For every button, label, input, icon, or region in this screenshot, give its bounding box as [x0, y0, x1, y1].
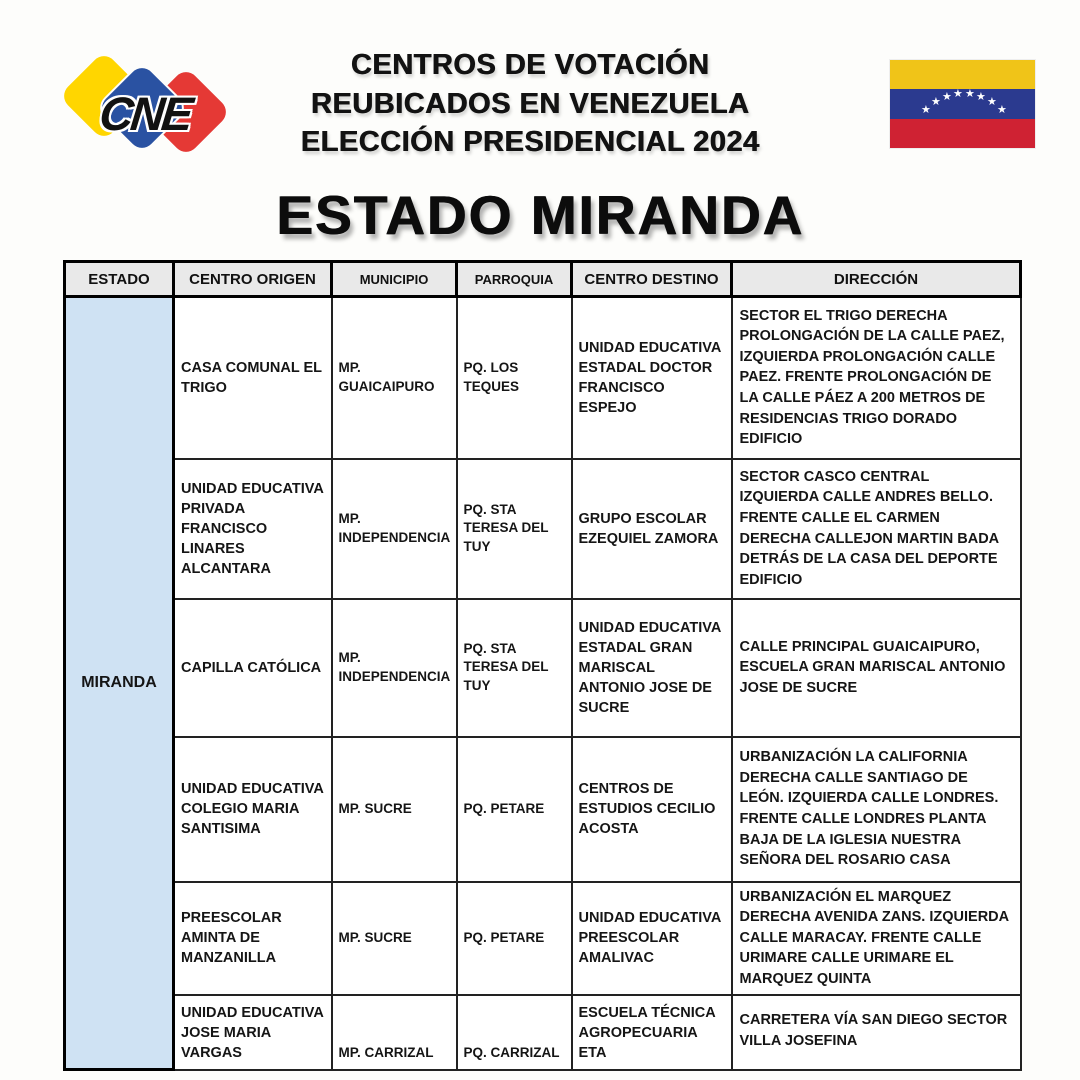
table-header-row [65, 262, 1021, 297]
municipio-cell: MP. CARRIZAL [332, 995, 457, 1070]
cne-logo-text: CNE [97, 87, 193, 140]
parroquia-cell: PQ. PETARE [457, 882, 572, 995]
direccion-cell: URBANIZACIÓN EL MARQUEZ DERECHA AVENIDA ZANS. IZQUIERDA CALLE MARACAY. FRENTE CALLE URIMARE CALLE URIMARE EL MARQUEZ QUINTA [732, 882, 1021, 995]
table-row [65, 599, 1021, 737]
title-line-2: REUBICADOS EN VENEZUELA [310, 87, 750, 120]
direccion-cell: SECTOR EL TRIGO DERECHA PROLONGACIÓN DE LA CALLE PAEZ, IZQUIERDA PROLONGACIÓN CALLE PAEZ. FRENTE PROLONGACIÓN DE LA CALLE PÁEZ A 200 METROS DE RESIDENCIAS TRIGO DORADO EDIFICIO [732, 297, 1021, 459]
destino-cell: UNIDAD EDUCATIVA ESTADAL DOCTOR FRANCISCO ESPEJO [572, 297, 732, 459]
flag-star-icon: ★ [997, 104, 1007, 116]
table-body [65, 297, 1021, 1070]
table-row [65, 995, 1021, 1070]
municipio-cell: MP. INDEPENDENCIA [332, 459, 457, 599]
flag-star-icon: ★ [965, 88, 975, 100]
venezuela-flag [890, 60, 1035, 148]
direccion-cell: SECTOR CASCO CENTRAL IZQUIERDA CALLE ANDRES BELLO. FRENTE CALLE EL CARMEN DERECHA CALLEJON MARTIN BADA DETRÁS DE LA CASA DEL DEPORTE EDIFICIO [732, 459, 1021, 599]
flag-star-icon: ★ [976, 91, 986, 103]
flag-star-icon: ★ [931, 96, 941, 108]
flag-star-icon: ★ [953, 88, 963, 100]
header-municipio: MUNICIPIO [332, 262, 457, 297]
municipio-cell: MP. INDEPENDENCIA [332, 599, 457, 737]
parroquia-cell: PQ. PETARE [457, 737, 572, 882]
header-centro-destino: CENTRO DESTINO [572, 262, 732, 297]
table-row [65, 737, 1021, 882]
flag-star-icon: ★ [942, 91, 952, 103]
table-row [65, 297, 1021, 459]
flag-star-icon: ★ [987, 96, 997, 108]
origen-cell: CASA COMUNAL EL TRIGO [174, 297, 332, 459]
parroquia-cell: PQ. STA TERESA DEL TUY [457, 459, 572, 599]
origen-cell: UNIDAD EDUCATIVA COLEGIO MARIA SANTISIMA [174, 737, 332, 882]
title-line-1: CENTROS DE VOTACIÓN [350, 49, 710, 81]
direccion-cell: URBANIZACIÓN LA CALIFORNIA DERECHA CALLE SANTIAGO DE LEÓN. IZQUIERDA CALLE LONDRES. FRENTE CALLE LONDRES PLANTA BAJA DE LA IGLESIA NUESTRA SEÑORA DEL ROSARIO CASA [732, 737, 1021, 882]
destino-cell: UNIDAD EDUCATIVA ESTADAL GRAN MARISCAL ANTONIO JOSE DE SUCRE [572, 599, 732, 737]
table-row [65, 459, 1021, 599]
origen-cell: UNIDAD EDUCATIVA PRIVADA FRANCISCO LINARES ALCANTARA [174, 459, 332, 599]
destino-cell: ESCUELA TÉCNICA AGROPECUARIA ETA [572, 995, 732, 1070]
state-title: ESTADO MIRANDA [275, 184, 805, 246]
origen-cell: UNIDAD EDUCATIVA JOSE MARIA VARGAS [174, 995, 332, 1070]
relocation-table-wrap [63, 260, 1019, 1071]
estado-cell: MIRANDA [65, 297, 174, 1070]
destino-cell: GRUPO ESCOLAR EZEQUIEL ZAMORA [572, 459, 732, 599]
municipio-cell: MP. SUCRE [332, 882, 457, 995]
flag-star-icon: ★ [921, 104, 931, 116]
parroquia-cell: PQ. LOS TEQUES [457, 297, 572, 459]
header-centro-origen: CENTRO ORIGEN [174, 262, 332, 297]
table-row [65, 882, 1021, 995]
origen-cell: PREESCOLAR AMINTA DE MANZANILLA [174, 882, 332, 995]
destino-cell: CENTROS DE ESTUDIOS CECILIO ACOSTA [572, 737, 732, 882]
title-line-3: ELECCIÓN PRESIDENCIAL 2024 [300, 126, 760, 159]
origen-cell: CAPILLA CATÓLICA [174, 599, 332, 737]
cne-logo [48, 46, 248, 186]
direccion-cell: CARRETERA VÍA SAN DIEGO SECTOR VILLA JOSEFINA [732, 995, 1021, 1070]
municipio-cell: MP. GUAICAIPURO [332, 297, 457, 459]
flag-stars [890, 89, 1035, 119]
header-direccion: DIRECCIÓN [732, 262, 1021, 297]
flag-yellow-stripe [890, 60, 1035, 89]
parroquia-cell: PQ. STA TERESA DEL TUY [457, 599, 572, 737]
municipio-cell: MP. SUCRE [332, 737, 457, 882]
flag-red-stripe [890, 119, 1035, 148]
relocation-table [63, 260, 1022, 1071]
direccion-cell: CALLE PRINCIPAL GUAICAIPURO, ESCUELA GRAN MARISCAL ANTONIO JOSE DE SUCRE [732, 599, 1021, 737]
header-estado: ESTADO [65, 262, 174, 297]
destino-cell: UNIDAD EDUCATIVA PREESCOLAR AMALIVAC [572, 882, 732, 995]
header-parroquia: PARROQUIA [457, 262, 572, 297]
parroquia-cell: PQ. CARRIZAL [457, 995, 572, 1070]
page-title [235, 46, 825, 162]
